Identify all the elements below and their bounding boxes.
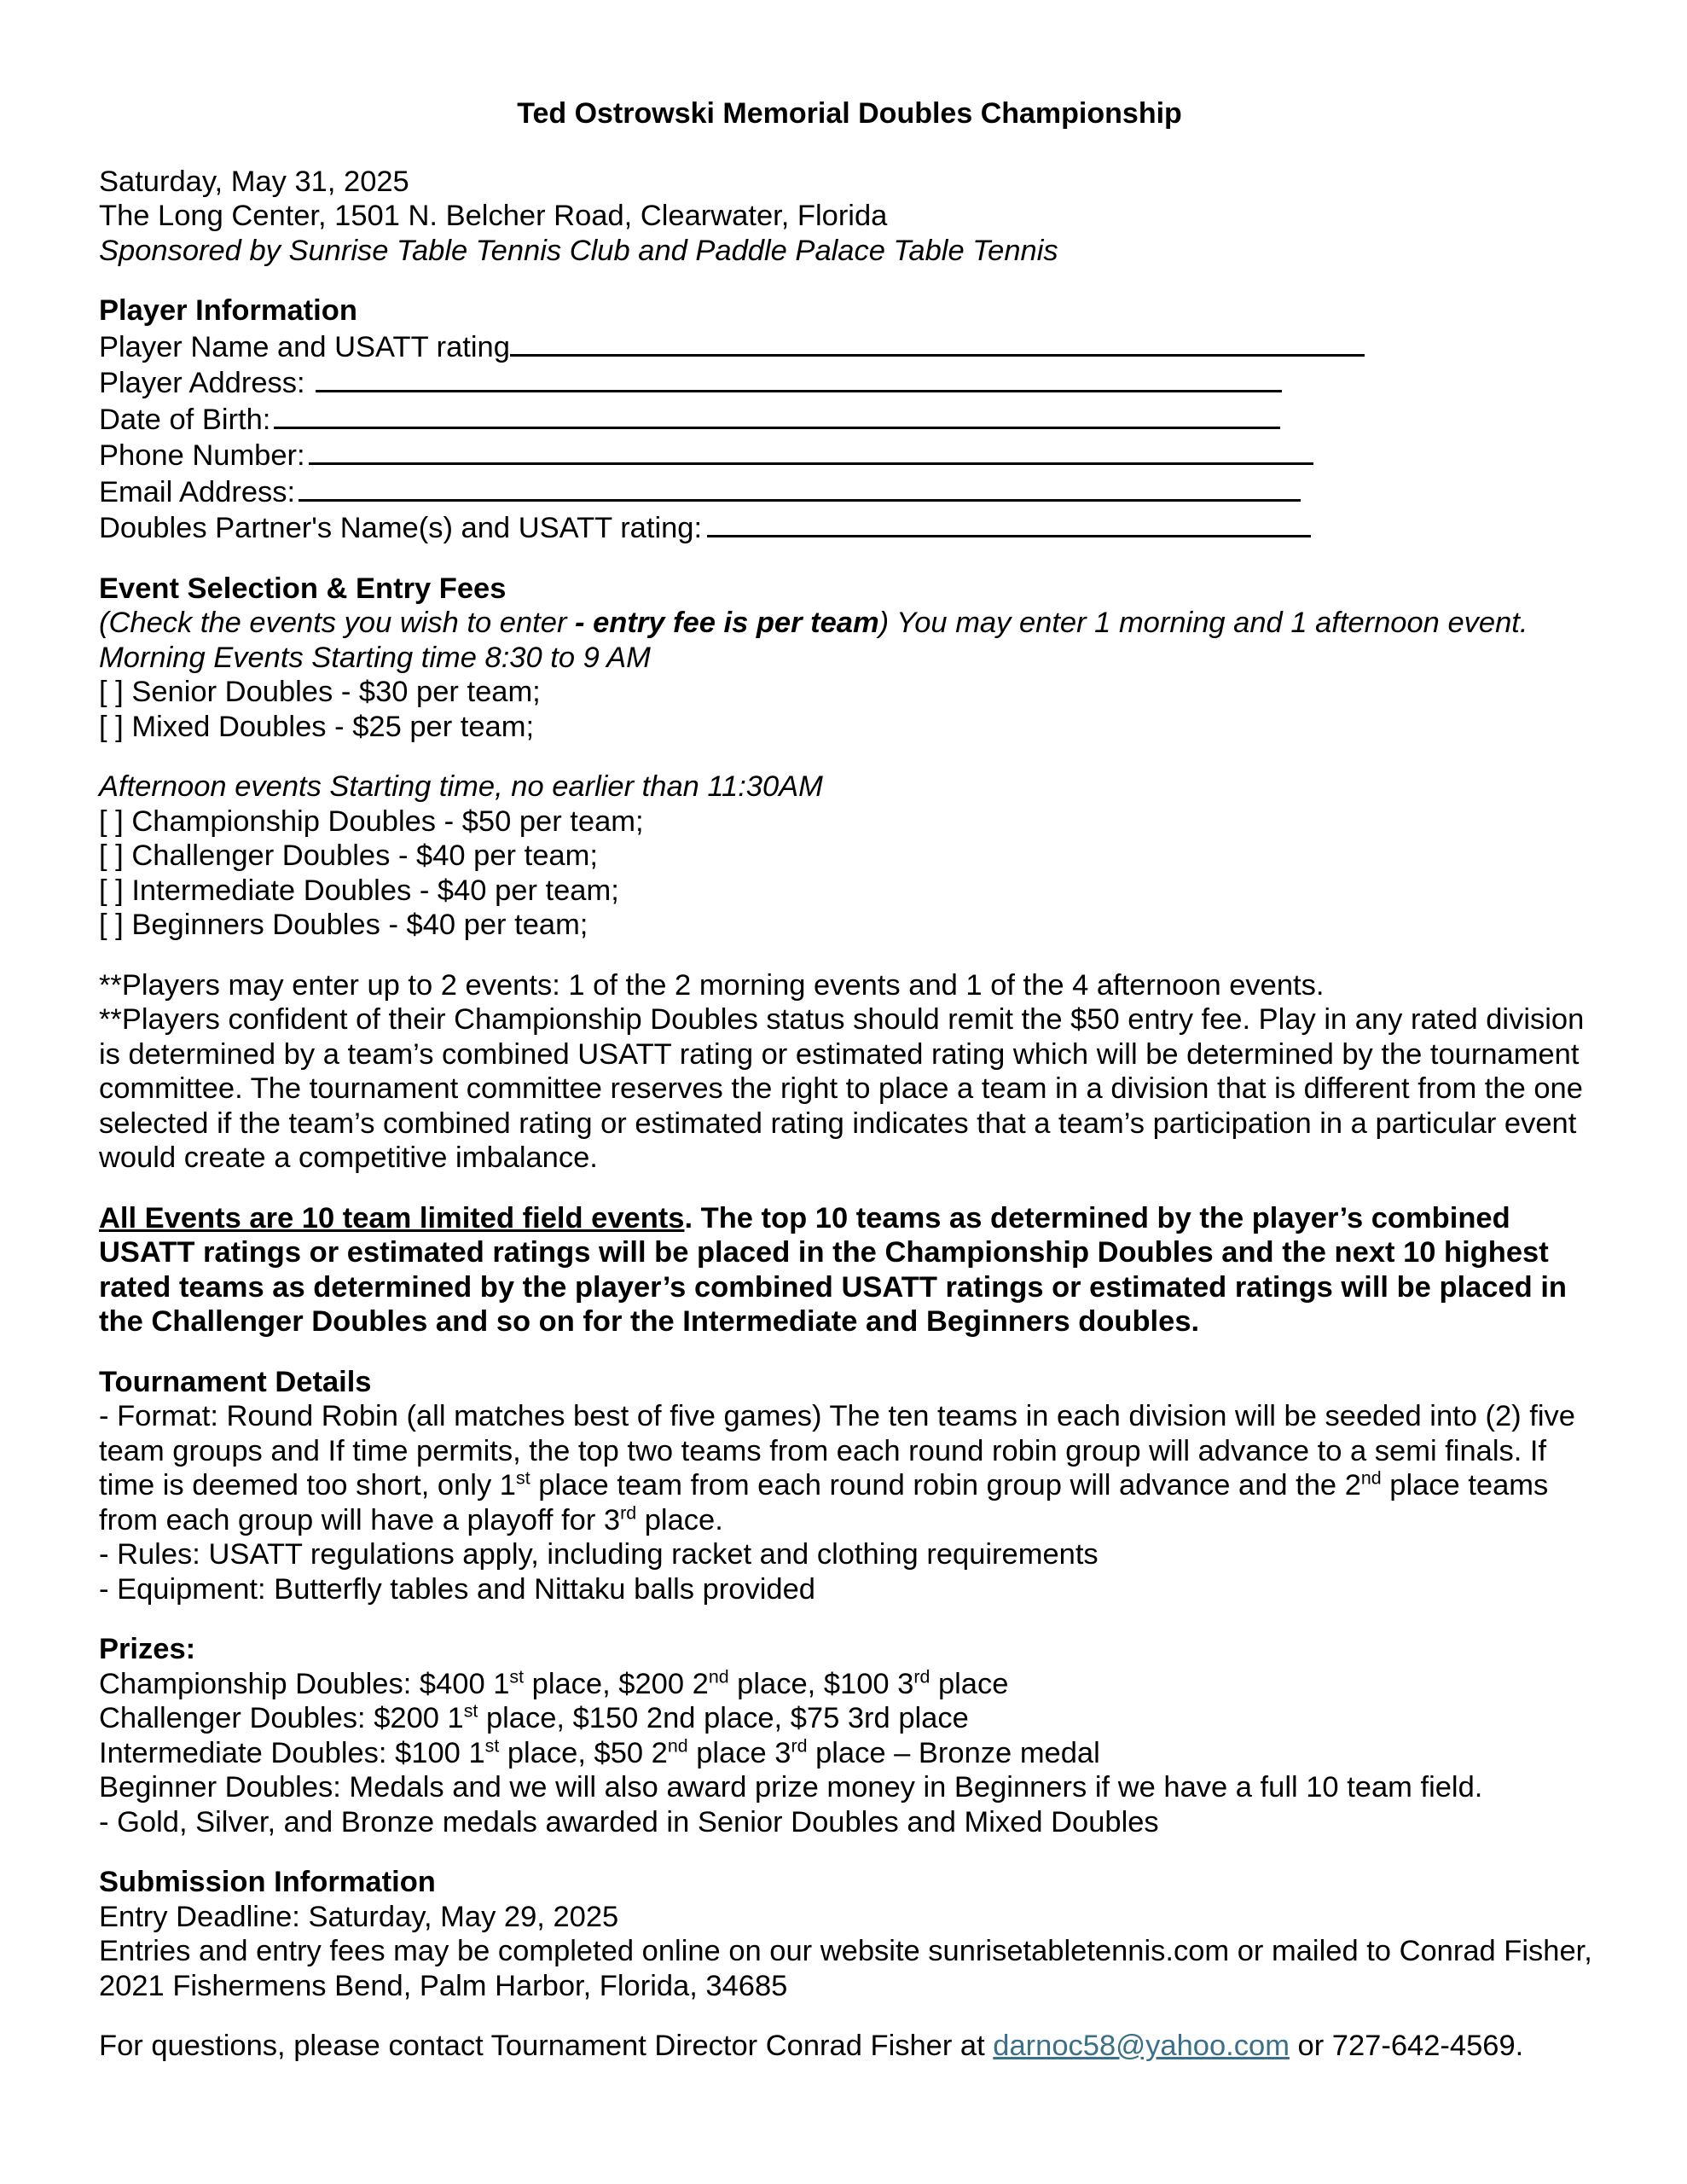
morning-events-heading: Morning Events Starting time 8:30 to 9 AM bbox=[99, 641, 651, 674]
equipment-text: - Equipment: Butterfly tables and Nittaku balls provided bbox=[99, 1572, 815, 1606]
ordinal-suffix: st bbox=[463, 1700, 478, 1722]
event-selection-heading: Event Selection & Entry Fees bbox=[99, 572, 507, 605]
prize-intermediate bbox=[99, 1736, 1600, 1771]
prize-text: place – Bronze medal bbox=[807, 1736, 1100, 1769]
instructions-text: (Check the events you wish to enter bbox=[99, 607, 576, 639]
ordinal-suffix: rd bbox=[620, 1502, 637, 1523]
tournament-details-heading: Tournament Details bbox=[99, 1365, 372, 1398]
prize-text: place, $100 3 bbox=[728, 1667, 914, 1700]
contact-phone: or 727-642-4569. bbox=[1289, 2030, 1524, 2062]
format-part: - Format: Round Robin (all matches best of five games) The ten teams in each division will be seeded into (2) five team groups and If time permits, the top two teams from each round robin group will advance to a semi finals. If time is deemed too short, only 1 bbox=[99, 1400, 1575, 1502]
date-of-birth-field[interactable] bbox=[99, 401, 1600, 438]
prize-text: Championship Doubles: $400 1 bbox=[99, 1667, 510, 1700]
event-selection-section bbox=[99, 572, 1600, 745]
ordinal-suffix: nd bbox=[708, 1666, 729, 1687]
partner-blank[interactable] bbox=[707, 509, 1311, 537]
phone-number-blank[interactable] bbox=[309, 437, 1313, 465]
ordinal-suffix: st bbox=[484, 1735, 500, 1756]
player-address-blank[interactable] bbox=[316, 364, 1282, 392]
contact-email-link[interactable]: darnoc58@yahoo.com bbox=[993, 2030, 1290, 2062]
event-option-championship-doubles[interactable]: [ ] Championship Doubles - $50 per team; bbox=[99, 804, 644, 838]
email-address-blank[interactable] bbox=[299, 473, 1301, 502]
submission-section bbox=[99, 1865, 1600, 2003]
prize-championship bbox=[99, 1667, 1600, 1702]
player-address-label: Player Address: bbox=[99, 367, 305, 399]
note-rating-placement: **Players confident of their Championship Doubles status should remit the $50 entry fee. Play in any rated division is determined by a team’s combined USATT rating or estimated rating which will be determined by the tournament committee. The tournament committee reserves the right to place a team in a division that is different from the one selected if the team’s combined rating or estimated rating indicates that a team’s participation in a particular event would create a competitive imbalance. bbox=[99, 1003, 1585, 1174]
date-of-birth-label: Date of Birth: bbox=[99, 403, 271, 436]
event-sponsor: Sponsored by Sunrise Table Tennis Club and Paddle Palace Table Tennis bbox=[99, 234, 1058, 267]
contact-info bbox=[99, 2029, 1600, 2064]
page-title: Ted Ostrowski Memorial Doubles Championship bbox=[517, 97, 1182, 130]
ordinal-suffix: nd bbox=[1360, 1467, 1382, 1489]
ordinal-suffix: nd bbox=[667, 1735, 688, 1756]
prizes-section bbox=[99, 1632, 1600, 1839]
format-part: place. bbox=[636, 1503, 723, 1536]
partner-field[interactable] bbox=[99, 509, 1600, 546]
limited-field-underlined: All Events are 10 team limited field events bbox=[99, 1201, 685, 1234]
event-option-challenger-doubles[interactable]: [ ] Challenger Doubles - $40 per team; bbox=[99, 839, 598, 872]
event-date: Saturday, May 31, 2025 bbox=[99, 165, 409, 198]
prizes-heading: Prizes: bbox=[99, 1633, 196, 1665]
event-instructions bbox=[99, 606, 1600, 641]
prize-text: place, $50 2 bbox=[499, 1736, 668, 1769]
prize-challenger bbox=[99, 1701, 1600, 1736]
format-part: place teams from each group will have a playoff for 3 bbox=[99, 1469, 1549, 1536]
ordinal-suffix: st bbox=[509, 1666, 525, 1687]
prize-text: place, $150 2nd place, $75 3rd place bbox=[478, 1702, 969, 1734]
event-location: The Long Center, 1501 N. Belcher Road, Clearwater, Florida bbox=[99, 200, 888, 232]
contact-text: For questions, please contact Tournament Director Conrad Fisher at bbox=[99, 2030, 994, 2062]
prize-text: place bbox=[930, 1667, 1009, 1700]
player-name-blank[interactable] bbox=[510, 328, 1365, 357]
afternoon-events-section bbox=[99, 770, 1600, 943]
player-information-heading: Player Information bbox=[99, 294, 357, 327]
ordinal-suffix: rd bbox=[791, 1735, 808, 1756]
prize-text: Intermediate Doubles: $100 1 bbox=[99, 1736, 485, 1769]
prize-text: place 3 bbox=[687, 1736, 791, 1769]
event-option-beginners-doubles[interactable]: [ ] Beginners Doubles - $40 per team; bbox=[99, 909, 588, 941]
limited-field-text bbox=[99, 1201, 1600, 1339]
prize-text: place, $200 2 bbox=[524, 1667, 709, 1700]
format-text bbox=[99, 1399, 1600, 1537]
submission-heading: Submission Information bbox=[99, 1866, 436, 1898]
instructions-text-end: ) You may enter 1 morning and 1 afternoon event. bbox=[878, 607, 1528, 639]
event-option-mixed-doubles[interactable]: [ ] Mixed Doubles - $25 per team; bbox=[99, 710, 535, 743]
player-address-field[interactable] bbox=[99, 364, 1600, 401]
date-of-birth-blank[interactable] bbox=[274, 401, 1280, 429]
event-info bbox=[99, 165, 1600, 269]
entry-deadline: Entry Deadline: Saturday, May 29, 2025 bbox=[99, 1900, 619, 1933]
prize-medals: - Gold, Silver, and Bronze medals awarded in Senior Doubles and Mixed Doubles bbox=[99, 1805, 1159, 1838]
prize-beginner: Beginner Doubles: Medals and we will also award prize money in Beginners if we have a full 10 team field. bbox=[99, 1771, 1483, 1804]
afternoon-events-heading: Afternoon events Starting time, no earlier than 11:30AM bbox=[99, 770, 823, 803]
limited-field-section bbox=[99, 1201, 1600, 1339]
phone-number-field[interactable] bbox=[99, 437, 1600, 473]
prize-text: Challenger Doubles: $200 1 bbox=[99, 1702, 464, 1734]
player-name-field[interactable] bbox=[99, 328, 1600, 365]
email-address-label: Email Address: bbox=[99, 475, 296, 508]
event-option-intermediate-doubles[interactable]: [ ] Intermediate Doubles - $40 per team; bbox=[99, 874, 619, 907]
instructions-emphasis: - entry fee is per team bbox=[575, 607, 879, 639]
ordinal-suffix: rd bbox=[913, 1666, 930, 1687]
rules-text: - Rules: USATT regulations apply, including racket and clothing requirements bbox=[99, 1538, 1099, 1571]
event-option-senior-doubles[interactable]: [ ] Senior Doubles - $30 per team; bbox=[99, 676, 541, 708]
entry-instructions: Entries and entry fees may be completed online on our website sunrisetabletennis.com or mailed to Conrad Fisher, 2021 Fishermens Bend, Palm Harbor, Florida, 34685 bbox=[99, 1935, 1592, 2002]
email-address-field[interactable] bbox=[99, 473, 1600, 510]
ordinal-suffix: st bbox=[516, 1467, 530, 1489]
partner-label: Doubles Partner's Name(s) and USATT rating: bbox=[99, 512, 703, 544]
tournament-details-section bbox=[99, 1365, 1600, 1607]
notes-section bbox=[99, 968, 1600, 1176]
limited-field-rest: . The top 10 teams as determined by the player’s combined USATT ratings or estimated ratings will be placed in the Championship Doubles and the next 10 highest rated teams as determined by the player’s combined USATT ratings or estimated ratings will be placed in the Challenger Doubles and so on for the Intermediate and Beginners doubles. bbox=[99, 1201, 1567, 1338]
document bbox=[99, 96, 1600, 2064]
format-part: place team from each round robin group will advance and the 2 bbox=[530, 1469, 1361, 1502]
note-event-limit: **Players may enter up to 2 events: 1 of the 2 morning events and 1 of the 4 afternoon events. bbox=[99, 968, 1325, 1002]
player-name-label: Player Name and USATT rating bbox=[99, 330, 510, 363]
player-information-section bbox=[99, 293, 1600, 546]
phone-number-label: Phone Number: bbox=[99, 439, 305, 472]
